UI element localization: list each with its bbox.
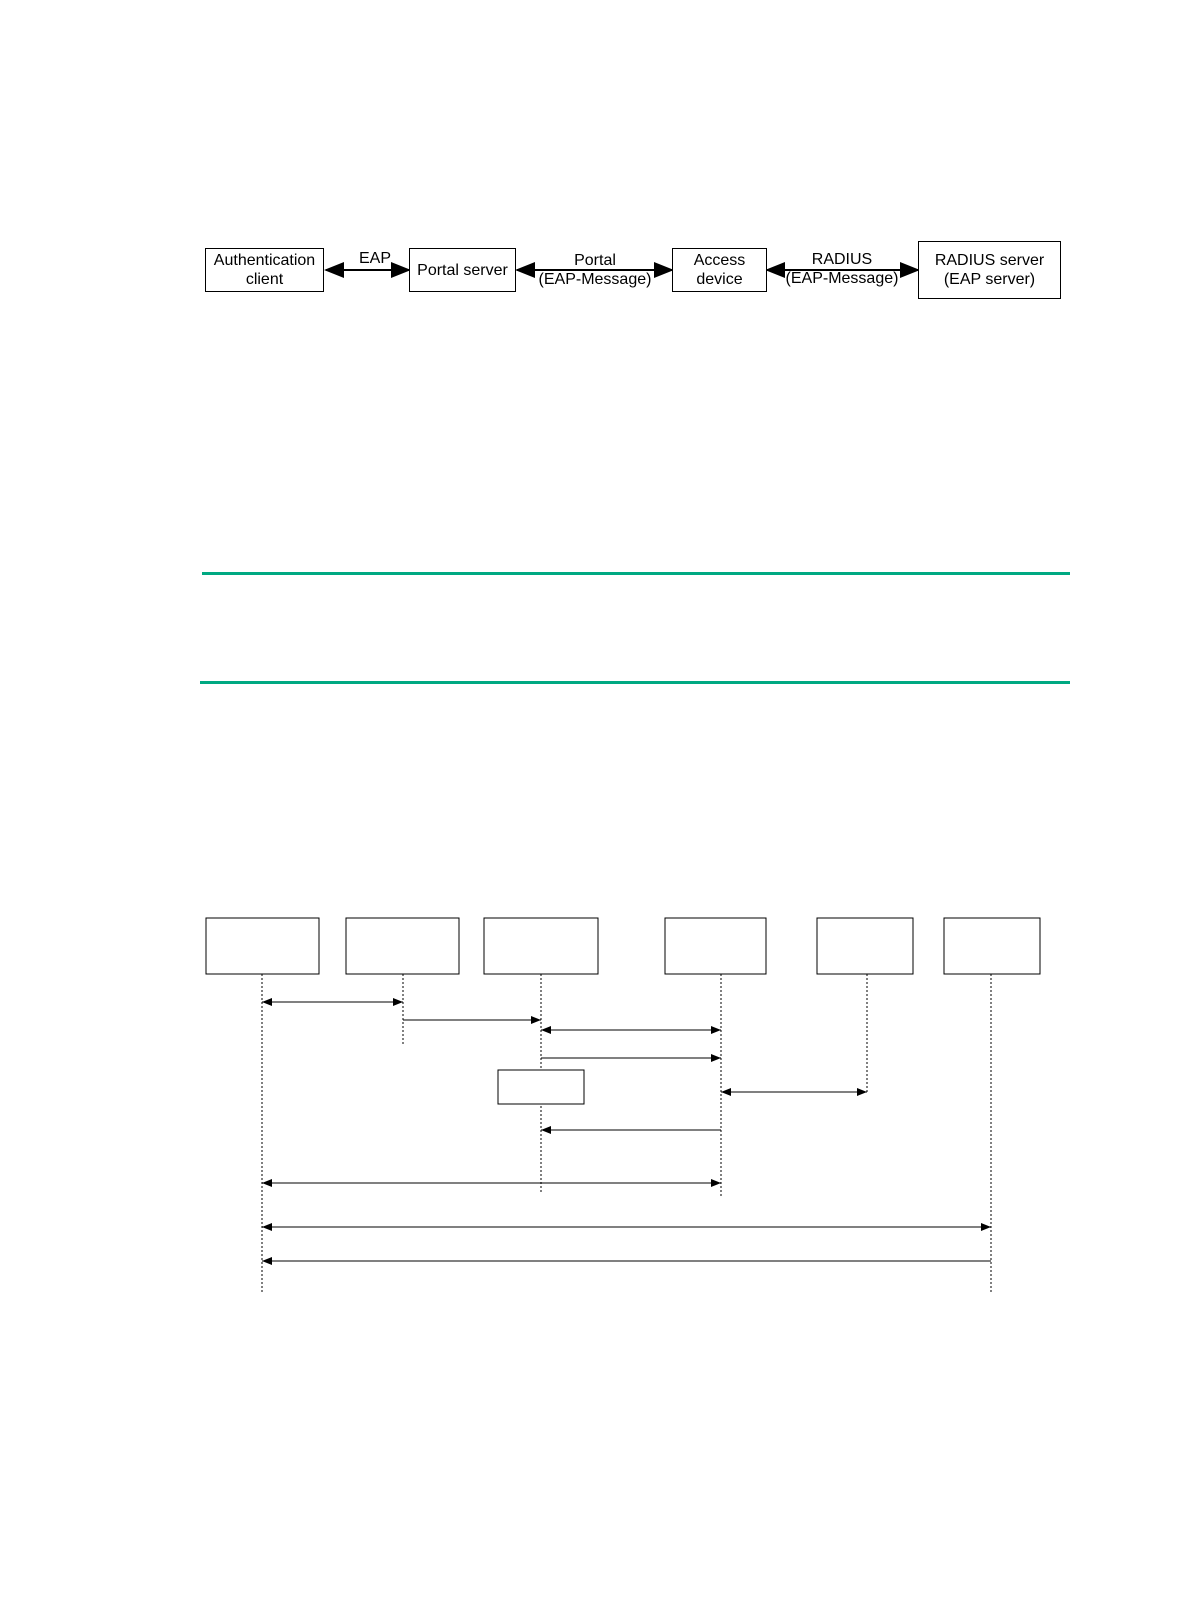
radius-server-label-2: (EAP server) (943, 271, 1036, 288)
access-device-label-1: Access (693, 252, 746, 269)
auth-client-label-2: client (245, 271, 284, 288)
radius-server-label-1: RADIUS server (934, 252, 1045, 269)
access-device-label-2: device (696, 271, 743, 288)
auth-client-label-1: Authentication (213, 252, 316, 269)
participant-box-6 (944, 918, 1040, 974)
process-box (498, 1070, 584, 1104)
portal-link-text-1: Portal (574, 252, 616, 269)
portal-link-text-2: (EAP-Message) (538, 271, 652, 288)
eap-link-text: EAP (358, 250, 391, 267)
participant-box-3 (484, 918, 598, 974)
portal-server-label: Portal server (417, 261, 508, 279)
participant-box-4 (665, 918, 766, 974)
participant-box-5 (817, 918, 913, 974)
participant-box-2 (346, 918, 459, 974)
participant-box-1 (206, 918, 319, 974)
radius-link-text-2: (EAP-Message) (785, 270, 899, 287)
radius-link-text-1: RADIUS (811, 251, 873, 268)
